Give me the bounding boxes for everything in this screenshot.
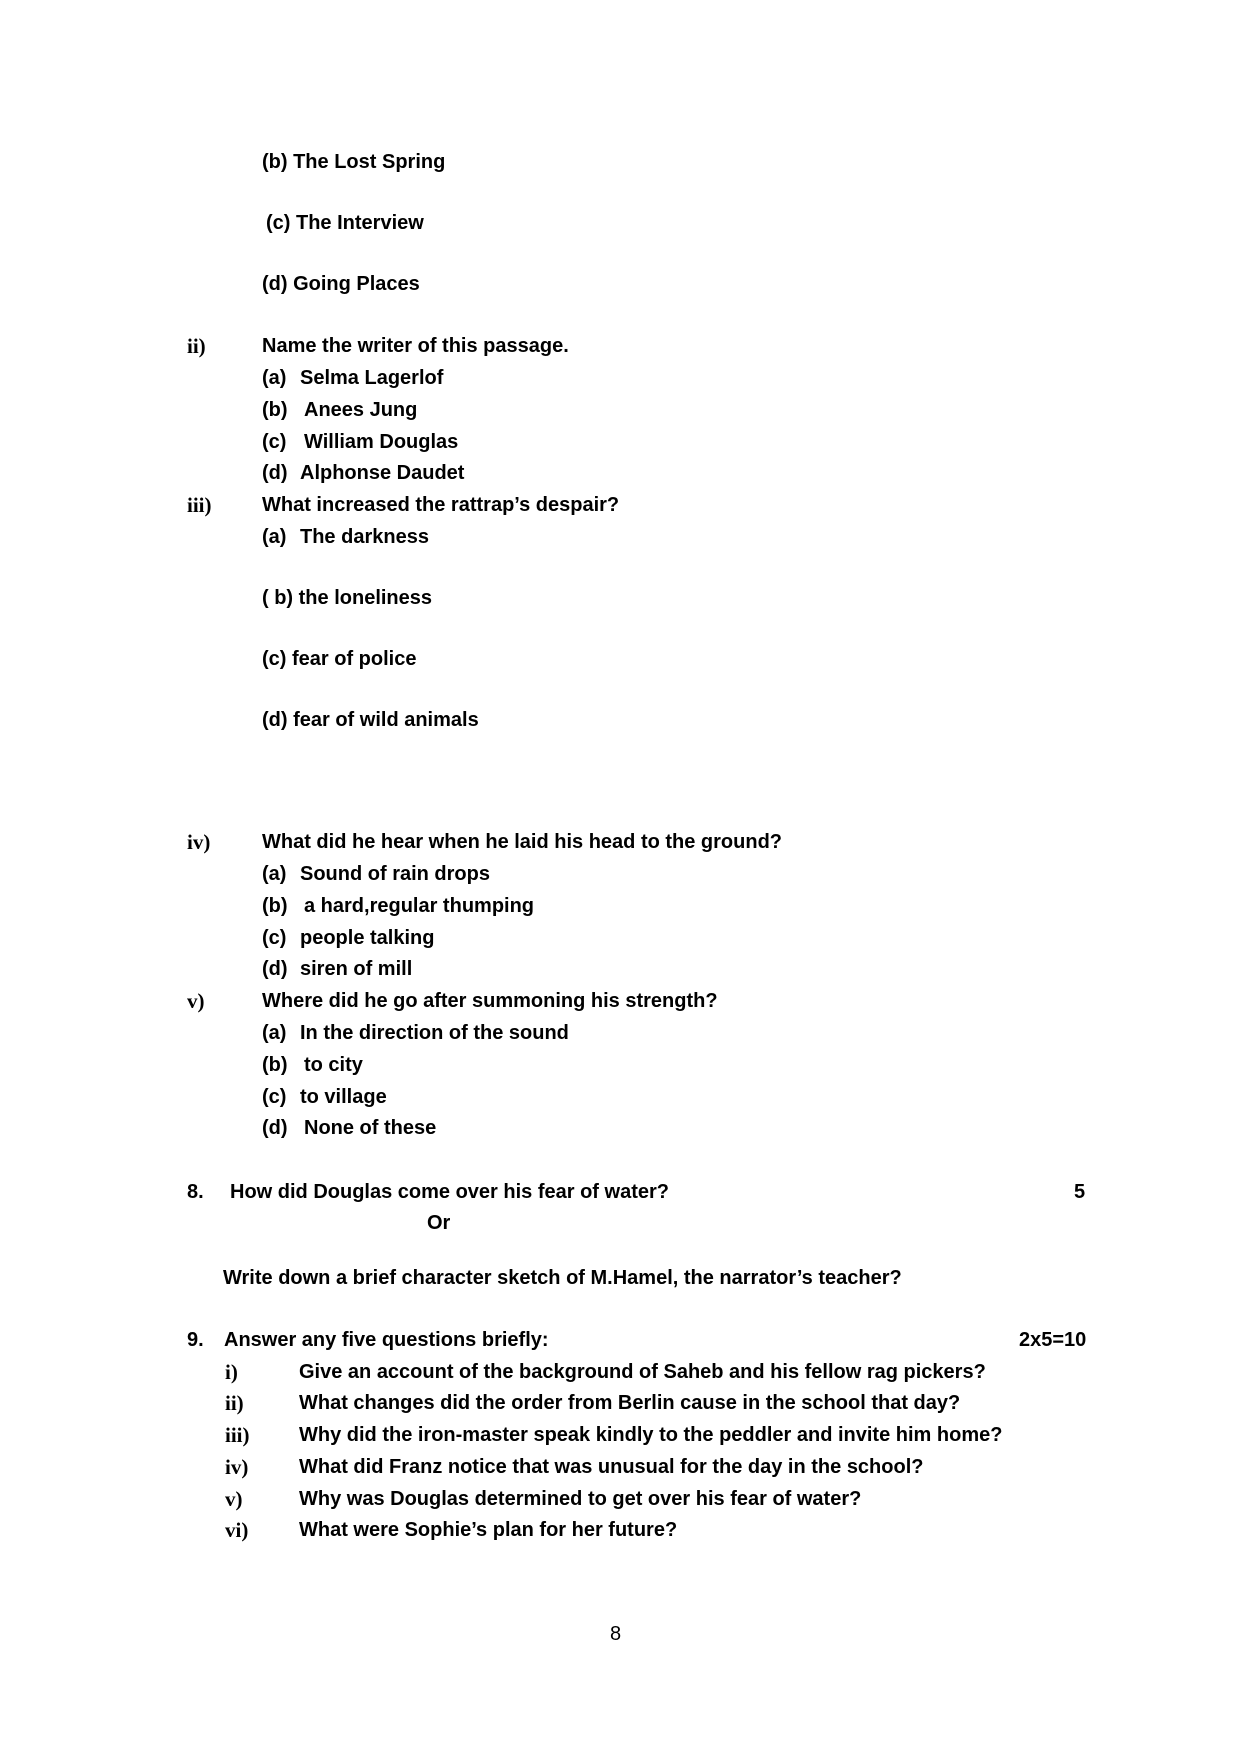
option-text: The darkness <box>300 526 429 548</box>
option-text: to city <box>304 1054 363 1076</box>
option-text: to village <box>300 1086 387 1108</box>
sub-question-text: What were Sophie’s plan for her future? <box>299 1519 678 1541</box>
marks-label: 2x5=10 <box>1019 1329 1087 1351</box>
marks-label: 5 <box>1074 1181 1086 1203</box>
option-letter: (d) <box>262 1117 288 1139</box>
sub-question-number: iv) <box>225 1455 249 1479</box>
option-text: a hard,regular thumping <box>304 895 535 917</box>
option-letter: (b) <box>262 895 288 917</box>
sub-question-text: Give an account of the background of Saheb and his fellow rag pickers? <box>299 1361 986 1383</box>
option-letter: (d) <box>262 462 288 484</box>
question-text: How did Douglas come over his fear of water? <box>230 1181 669 1203</box>
option-item <box>262 430 458 454</box>
option-letter: (c) <box>262 927 287 949</box>
question-text: Where did he go after summoning his strength? <box>262 990 718 1012</box>
option-text: None of these <box>304 1117 437 1139</box>
option-item: (d) fear of wild animals <box>262 709 479 731</box>
question-number: 8. <box>187 1181 204 1203</box>
sub-question-number: vi) <box>225 1518 249 1542</box>
option-letter: (b) <box>262 399 288 421</box>
option-text: In the direction of the sound <box>300 1022 569 1044</box>
option-text: siren of mill <box>300 958 413 980</box>
option-text: William Douglas <box>304 431 459 453</box>
question-number: ii) <box>187 334 206 358</box>
alternative-question: Write down a brief character sketch of M.Hamel, the narrator’s teacher? <box>223 1267 902 1289</box>
option-letter: (c) <box>262 431 287 453</box>
or-divider: Or <box>427 1212 451 1234</box>
option-item <box>262 1085 387 1109</box>
option-item <box>262 525 429 549</box>
question-text: Name the writer of this passage. <box>262 335 569 357</box>
option-text: Sound of rain drops <box>300 863 490 885</box>
sub-question-number: iii) <box>225 1423 250 1447</box>
question-number: 9. <box>187 1329 204 1351</box>
option-d-going-places: (d) Going Places <box>262 273 420 295</box>
question-text: Answer any five questions briefly: <box>224 1329 549 1351</box>
option-text: Anees Jung <box>304 399 418 421</box>
question-text: What increased the rattrap’s despair? <box>262 494 620 516</box>
sub-question-number: ii) <box>225 1391 244 1415</box>
option-item <box>262 926 434 950</box>
page-number: 8 <box>610 1623 622 1645</box>
option-item <box>262 1116 436 1140</box>
question-number: v) <box>187 989 205 1013</box>
option-text: Alphonse Daudet <box>300 462 465 484</box>
option-item: (c) fear of police <box>262 648 417 670</box>
option-letter: (a) <box>262 526 287 548</box>
sub-question-text: What changes did the order from Berlin cause in the school that day? <box>299 1392 961 1414</box>
option-text: Selma Lagerlof <box>300 367 444 389</box>
sub-question-text: Why was Douglas determined to get over his fear of water? <box>299 1488 862 1510</box>
option-item <box>262 957 412 981</box>
option-c-interview: (c) The Interview <box>266 212 424 234</box>
option-letter: (c) <box>262 1086 287 1108</box>
sub-question-number: i) <box>225 1360 238 1384</box>
sub-question-text: Why did the iron-master speak kindly to the peddler and invite him home? <box>299 1424 1003 1446</box>
option-letter: (d) <box>262 958 288 980</box>
option-item <box>262 1053 363 1077</box>
option-item <box>262 366 443 390</box>
option-letter: (a) <box>262 367 287 389</box>
question-text: What did he hear when he laid his head to the ground? <box>262 831 783 853</box>
option-item: ( b) the loneliness <box>262 587 433 609</box>
option-item <box>262 894 534 918</box>
sub-question-number: v) <box>225 1487 243 1511</box>
question-number: iii) <box>187 493 212 517</box>
option-letter: (a) <box>262 863 287 885</box>
option-item <box>262 398 417 422</box>
sub-question-text: What did Franz notice that was unusual for the day in the school? <box>299 1456 924 1478</box>
option-item <box>262 1021 569 1045</box>
option-text: people talking <box>300 927 435 949</box>
option-letter: (b) <box>262 1054 288 1076</box>
option-item <box>262 862 490 886</box>
option-letter: (a) <box>262 1022 287 1044</box>
option-b-lost-spring: (b) The Lost Spring <box>262 151 446 173</box>
option-item <box>262 461 464 485</box>
question-number: iv) <box>187 830 211 854</box>
